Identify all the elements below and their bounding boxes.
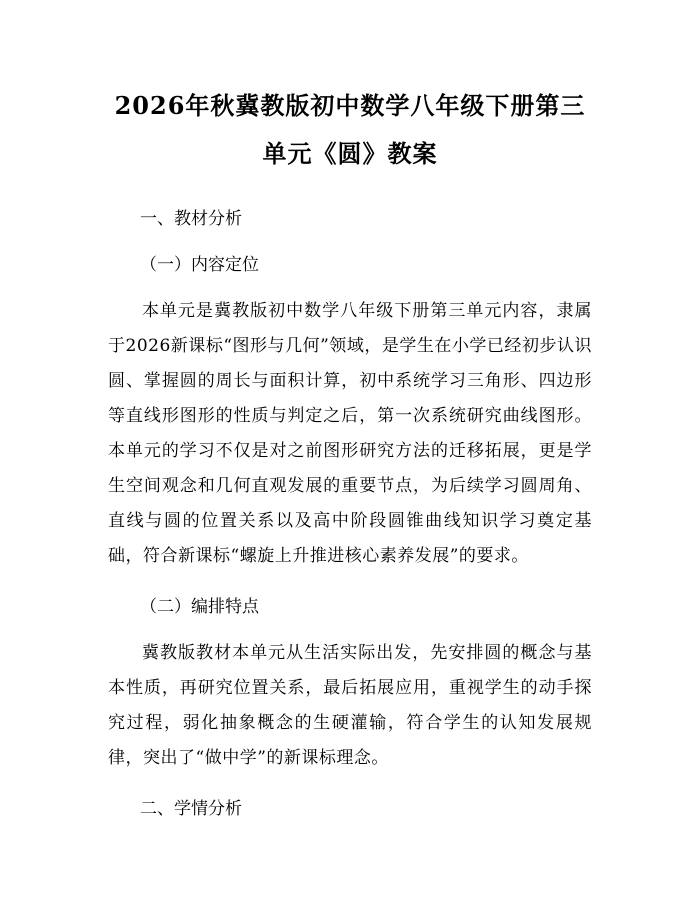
spacer [108,282,592,294]
spacer [108,236,592,248]
section-heading-student-analysis: 二、学情分析 [140,799,242,819]
document-title: 2026年秋冀教版初中数学八年级下册第三单元《圆》教案 [114,91,586,168]
paragraph-arrangement-features: 冀教版教材本单元从生活实际出发，先安排圆的概念与基本性质，再研究位置关系，最后拓展应用，重视学生的动手探究过程，弱化抽象概念的生硬灌输，符合学生的认知发展规律，突出了“做中学”的新课标理念。 [108,643,592,768]
spacer [108,624,592,636]
subsection-heading-arrangement-features: （二）编排特点 [140,597,259,617]
spacer [108,178,592,202]
spacer [108,776,592,792]
paragraph-content-positioning: 本单元是冀教版初中数学八年级下册第三单元内容，隶属于2026新课标“图形与几何”领域，是学生在小学已经初步认识圆、掌握圆的周长与面积计算，初中系统学习三角形、四边形等直线形图形的性质与判定之后，第一次系统研究曲线图形。本单元的学习不仅是对之前图形研究方法的迁移拓展，更是学生空间观念和几何直观发展的重要节点，为后续学习圆周角、直线与圆的位置关系以及高中阶段圆锥曲线知识学习奠定基础，符合新课标“螺旋上升推进核心素养发展”的要求。 [108,301,592,566]
spacer [108,574,592,590]
subsection-heading-content-positioning: （一）内容定位 [140,255,259,275]
section-heading-textbook-analysis: 一、教材分析 [140,209,242,229]
